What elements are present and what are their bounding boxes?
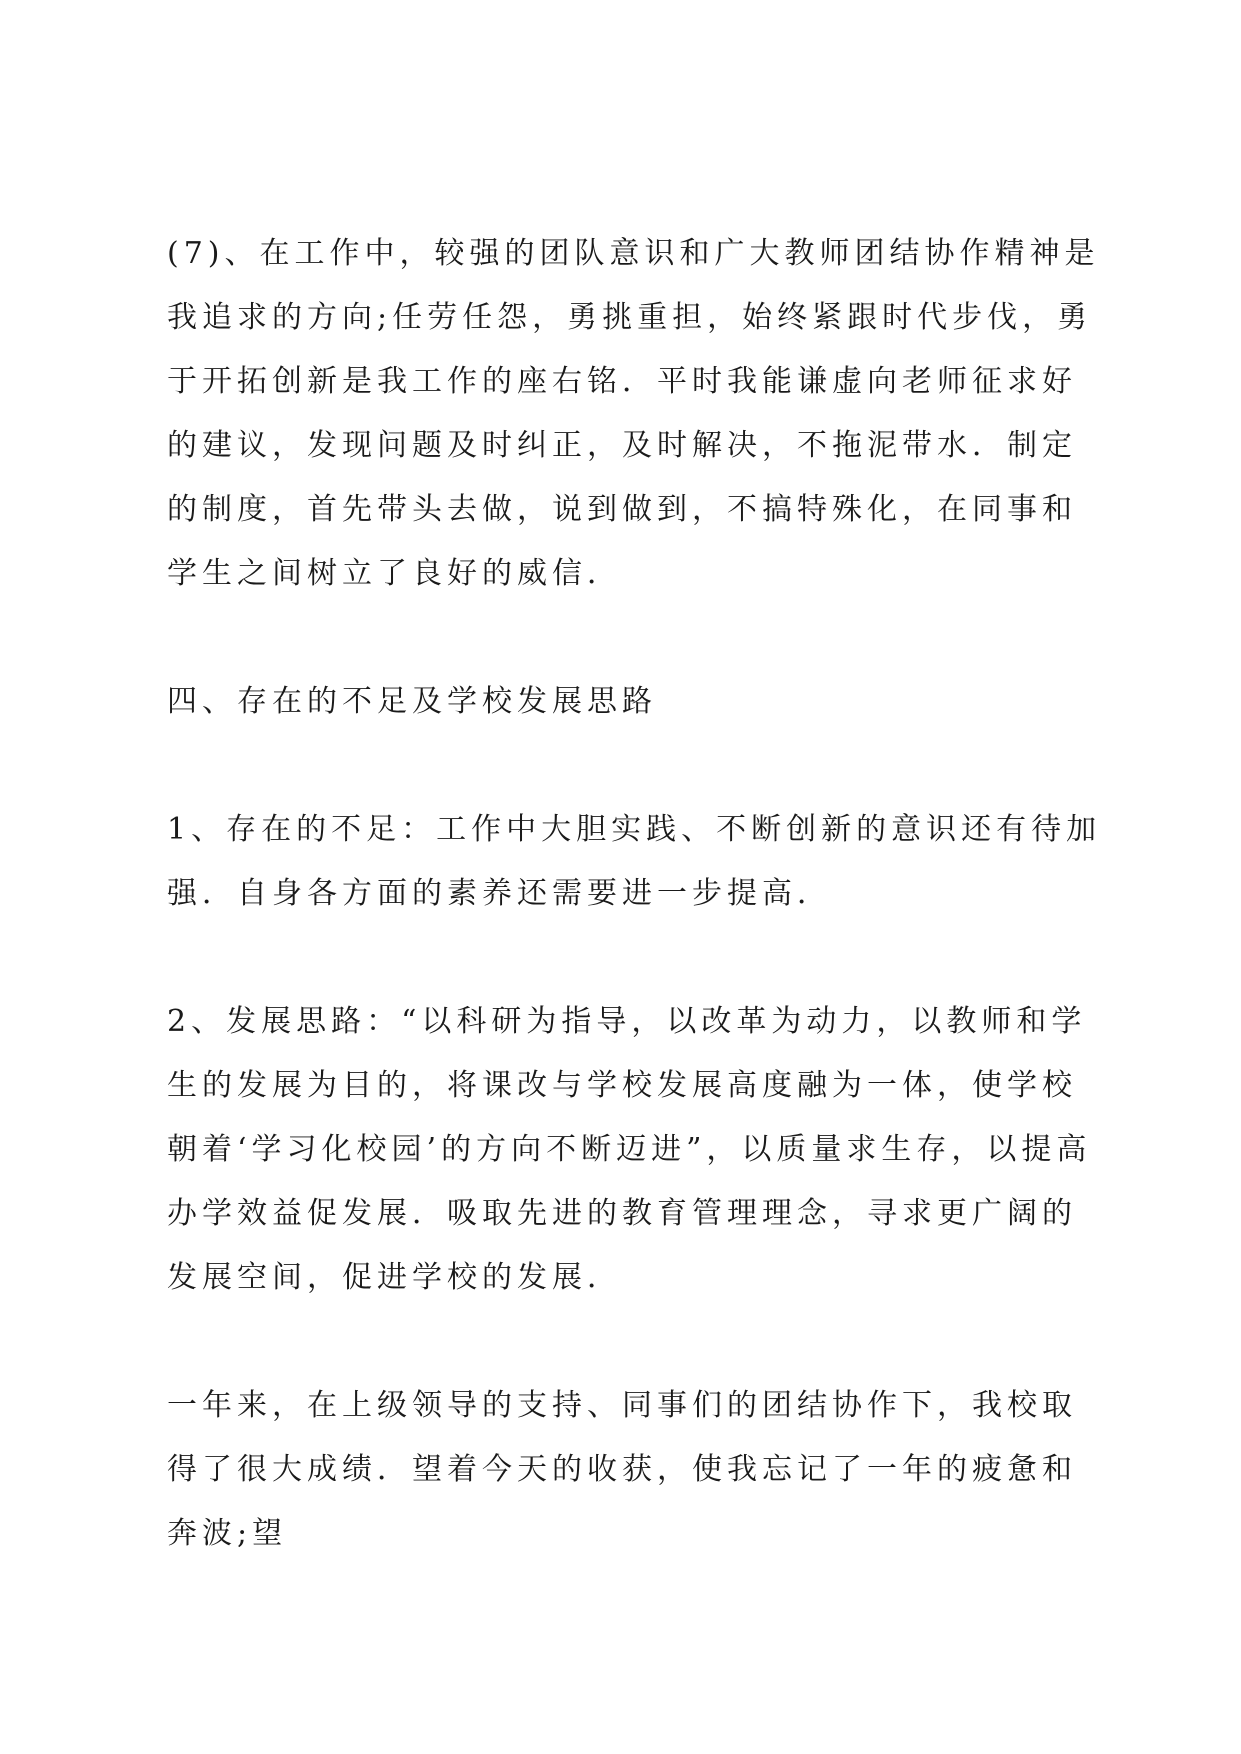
section-heading: 四、存在的不足及学校发展思路 — [167, 684, 657, 719]
paragraph-spacer — [167, 926, 1107, 990]
paragraph-spacer — [167, 734, 1107, 798]
paragraph-shortcomings: 1、存在的不足：工作中大胆实践、不断创新的意识还有待加强．自身各方面的素养还需要进一步提高． — [167, 812, 1102, 911]
paragraph-development-ideas: 2、发展思路：“以科研为指导，以改革为动力，以教师和学生的发展为目的，将课改与学校发展高度融为一体，使学校朝着‘学习化校园’的方向不断迈进”，以质量求生存，以提高办学效益促发展．吸取先进的教育管理理念，寻求更广阔的发展空间，促进学校的发展． — [167, 1004, 1092, 1295]
paragraph-spacer — [167, 606, 1107, 670]
paragraph-year-review: 一年来，在上级领导的支持、同事们的团结协作下，我校取得了很大成绩．望着今天的收获，使我忘记了一年的疲惫和奔波;望 — [167, 1388, 1077, 1551]
paragraph-spacer — [167, 1310, 1107, 1374]
document-body — [167, 222, 1107, 1566]
paragraph-teamwork: (7)、在工作中，较强的团队意识和广大教师团结协作精神是我追求的方向;任劳任怨，勇挑重担，始终紧跟时代步伐，勇于开拓创新是我工作的座右铭．平时我能谦虚向老师征求好的建议，发现问题及时纠正，及时解决，不拖泥带水．制定的制度，首先带头去做，说到做到，不搞特殊化，在同事和学生之间树立了良好的威信． — [167, 236, 1100, 591]
